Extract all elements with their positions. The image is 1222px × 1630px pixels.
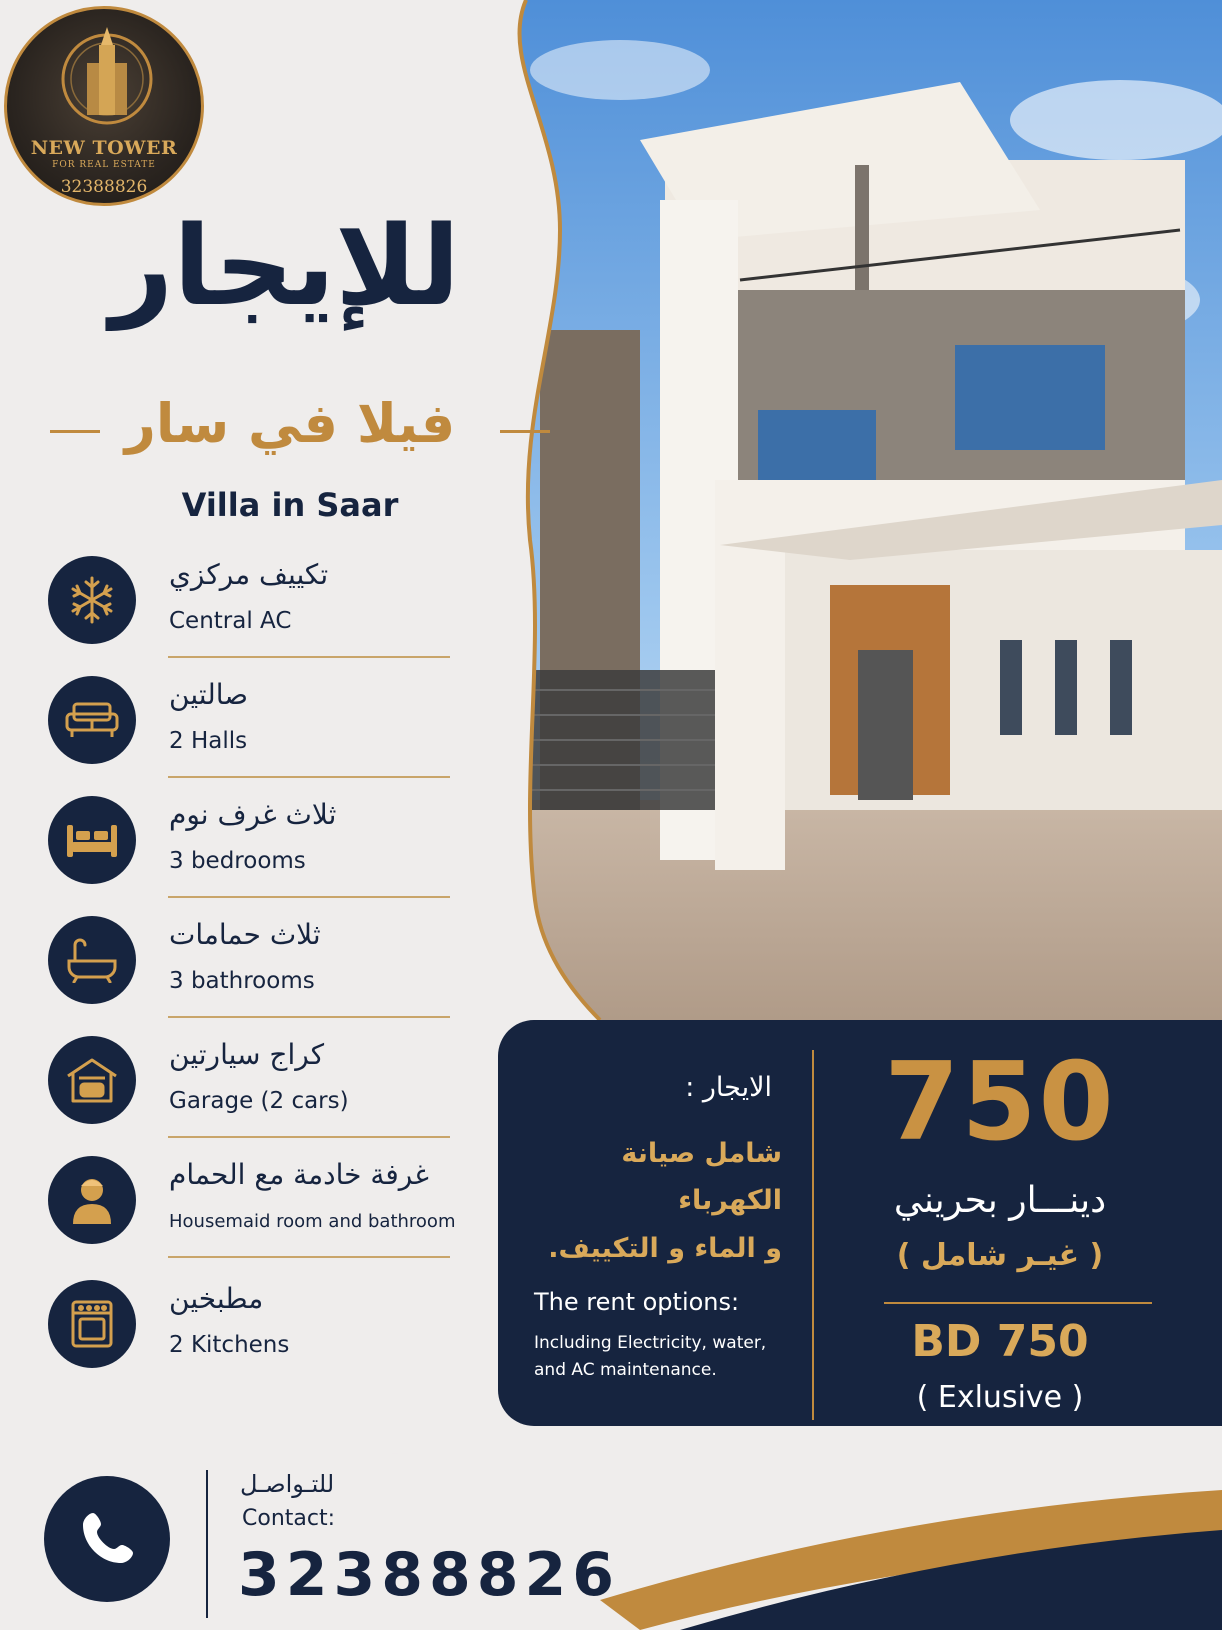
feature-label-en: 2 Halls xyxy=(169,728,248,754)
feature-label-en: 3 bathrooms xyxy=(169,968,315,994)
feature-separator xyxy=(168,1136,450,1138)
rent-includes-arabic xyxy=(520,1130,782,1272)
feature-separator xyxy=(168,896,450,898)
housemaid-icon xyxy=(48,1156,136,1244)
price-currency-arabic: دينـــار بحريني xyxy=(893,1180,1107,1221)
page-title-arabic: للإيجار xyxy=(109,202,461,330)
sofa-icon xyxy=(48,676,136,764)
feature-separator xyxy=(168,1016,450,1018)
subtitle-divider-right xyxy=(500,430,550,433)
price-amount: 750 xyxy=(884,1040,1116,1165)
feature-label-ar: ثلاث غرف نوم xyxy=(169,798,337,831)
bed-icon xyxy=(48,796,136,884)
rent-includes-arabic-line2: و الماء و التكييف. xyxy=(548,1232,782,1264)
rent-options-english: The rent options: xyxy=(534,1288,740,1316)
subtitle-arabic: فيلا في سار xyxy=(124,392,456,455)
feature-label-ar: صالتين xyxy=(169,678,249,711)
contact-phone-number[interactable]: 32388826 xyxy=(238,1540,620,1610)
feature-kitchens xyxy=(48,1280,450,1400)
feature-label-en: 3 bedrooms xyxy=(169,848,306,874)
bathtub-icon xyxy=(48,916,136,1004)
rent-includes-english xyxy=(534,1330,810,1384)
phone-icon-circle xyxy=(44,1476,170,1602)
feature-central-ac xyxy=(48,556,450,676)
snowflake-icon xyxy=(48,556,136,644)
footer-divider xyxy=(206,1470,208,1618)
company-logo xyxy=(4,6,204,206)
feature-garage xyxy=(48,1036,450,1156)
rent-includes-arabic-line1: شامل صيانة الكهرباء xyxy=(621,1138,782,1217)
logo-subtitle: FOR REAL ESTATE xyxy=(52,160,156,170)
subtitle-divider-left xyxy=(50,430,100,433)
rent-includes-english-line1: Including Electricity, water, xyxy=(534,1333,767,1353)
feature-separator xyxy=(168,1256,450,1258)
feature-label-en: Housemaid room and bathroom xyxy=(169,1211,456,1232)
subtitle-english: Villa in Saar xyxy=(181,486,399,524)
feature-label-ar: مطبخين xyxy=(169,1282,264,1315)
price-exclusive-arabic: ( غيـر شامل ) xyxy=(896,1238,1104,1273)
feature-separator xyxy=(168,776,450,778)
feature-label-ar: غرفة خادمة مع الحمام xyxy=(169,1158,429,1191)
price-exclusive-english: ( Exlusive ) xyxy=(916,1380,1084,1415)
contact-label-arabic: للتـواصـل xyxy=(240,1470,335,1498)
tower-icon xyxy=(57,23,157,135)
feature-bathrooms xyxy=(48,916,450,1036)
rent-label-arabic: الايجار : xyxy=(685,1072,772,1103)
feature-label-ar: ثلاث حمامات xyxy=(169,918,321,951)
feature-bedrooms xyxy=(48,796,450,916)
logo-name: NEW TOWER xyxy=(30,137,178,159)
rent-includes-english-line2: and AC maintenance. xyxy=(534,1360,717,1381)
feature-label-en: Central AC xyxy=(169,608,292,634)
feature-label-ar: كراج سيارتين xyxy=(169,1038,325,1071)
garage-icon xyxy=(48,1036,136,1124)
feature-label-en: 2 Kitchens xyxy=(169,1332,290,1358)
price-separator xyxy=(884,1302,1152,1304)
feature-label-en: Garage (2 cars) xyxy=(169,1088,349,1114)
price-panel-divider xyxy=(812,1050,814,1420)
phone-icon xyxy=(75,1507,139,1571)
price-amount-english: BD 750 xyxy=(911,1316,1089,1367)
feature-separator xyxy=(168,656,450,658)
logo-phone: 32388826 xyxy=(60,177,148,197)
feature-halls xyxy=(48,676,450,796)
contact-label-english: Contact: xyxy=(242,1506,336,1531)
oven-icon xyxy=(48,1280,136,1368)
feature-housemaid-room xyxy=(48,1156,456,1276)
feature-label-ar: تكييف مركزي xyxy=(169,558,329,591)
